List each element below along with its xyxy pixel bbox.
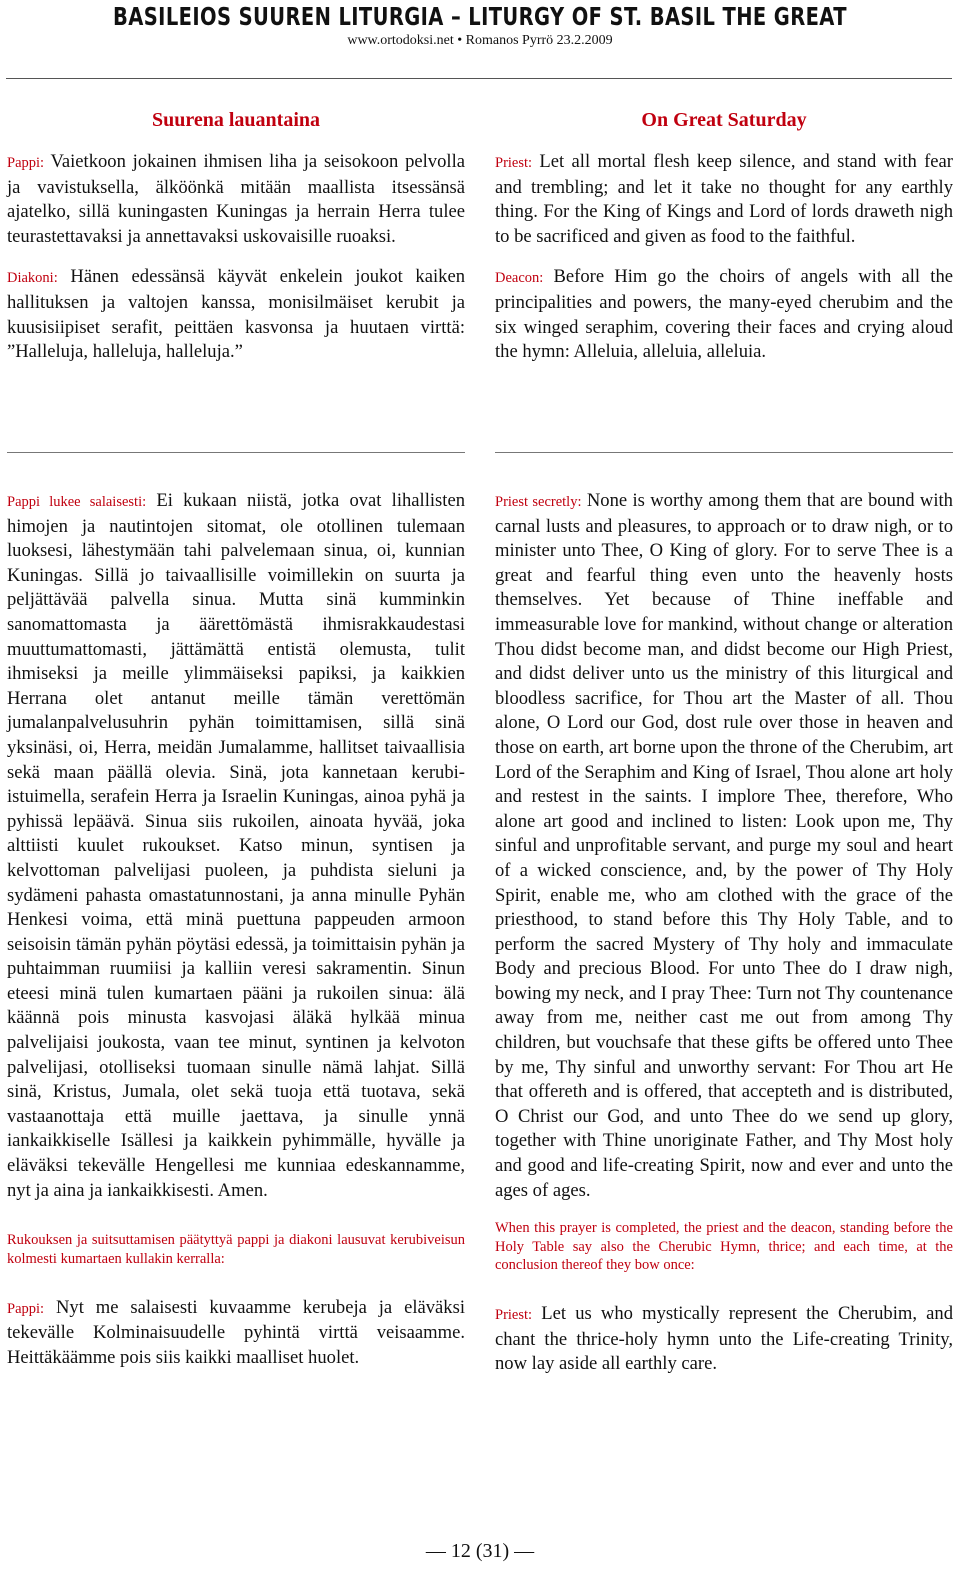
english-column-bottom [495, 489, 953, 1393]
finnish-paragraph-secret-prayer [7, 489, 465, 1203]
document-subtitle: www.ortodoksi.net • Romanos Pyrrö 23.2.2009 [347, 33, 613, 48]
paragraph-text: Ei kukaan niistä, jotka ovat lihallisten himojen ja nautintojen sitomat, ole otollinen tulemaan luoksesi, lähestymään tahi palvelemaan sinua, oi, kunnian Kuningas. Sillä jo taivaallisille voimillekin on suurta ja peljättävää palvella sinua. Mutta sinä kumminkin sanomattomasta ja äärettömästä ihmisrakkaudestasi muuttumattomasti, jättämättä entistä olemusta, tulit ihmiseksi ja meille ylimmäiseksi papiksi, ja kaikkien Herrana olet antanut meille tämän verettömän jumalanpalvelusuhrin pyhän toimittamisen, sillä sinä yksinäsi, oi, Herra, meidän Jumalamme, hallitset taivaallisia sekä maan päällä olevia. Sinä, jota kannetaan kerubi-istuimella, serafein Herra ja Israelin Kuningas, ainoa pyhä ja pyhissä lepäävä. Sinua siis rukoilen, ainoata hyvää, joka alttiisti kuulet rukoukset. Katso minun, syntisen ja kelvottoman palvelijasi puoleen, ja puhdista sieluni ja sydämeni pahasta omastatunnostani, ja anna minulle Pyhän Henkesi voima, että minä puettuna pappeuden armoon seisoisin tämän pyhän pöytäsi edessä, ja toimittaisin pyhän ja puhtaimman ruumiisi ja kalliin veresi sakramentin. Sinun eteesi minä tulen kumartaen pääni ja rukoilen sinua: älä käännä pois minusta kasvojasi äläkä hylkää minua palvelijaisi joukosta, vaan tee minut, syntinen ja kelvoton palvelijasi, otolliseksi tuomaan sinulle nämä lahjat. Sillä sinä, Kristus, Jumala, olet sekä tuoja että tuotava, sekä vastaanottaja että muille jaettava, ja sinulle ynnä iankaikkiselle Isällesi ja kaikkein pyhimmälle, hyvälle ja eläväksi tekevälle Hengellesi me kunniaa edeskannamme, nyt ja aina ja iankaikkisesti. Amen. [7, 490, 465, 1201]
role-label: Pappi: [7, 155, 45, 171]
finnish-column-top [7, 150, 465, 381]
english-paragraph-priest [495, 150, 953, 249]
finnish-paragraph-deacon [7, 265, 465, 364]
finnish-rubric: Rukouksen ja suitsuttamisen päätyttyä pappi ja diakoni lausuvat kerubiveisun kolmesti kumartaen kullakin kerralla: [7, 1232, 465, 1267]
finnish-paragraph-cherubic [7, 1296, 465, 1371]
role-label: Priest secretly: [495, 494, 582, 510]
paragraph-text: Nyt me salaisesti kuvaamme kerubeja ja eläväksi tekevälle Kolminaisuudelle pyhintä virttä veisaamme. Heittäkäämme pois siis kaikki maalliset huolet. [7, 1296, 465, 1368]
english-paragraph-deacon [495, 265, 953, 364]
page-number: — 12 (31) — [425, 1540, 535, 1562]
role-label: Pappi lukee salaisesti: [7, 494, 147, 510]
finnish-heading: Suurena lauantaina [151, 109, 321, 131]
english-paragraph-cherubic [495, 1302, 953, 1377]
role-label: Diakoni: [7, 270, 58, 287]
english-separator [495, 452, 953, 453]
english-paragraph-secret-prayer [495, 489, 953, 1203]
document-title: BASILEIOS SUUREN LITURGIA – LITURGY OF ST. BASIL THE GREAT [113, 2, 847, 31]
paragraph-text: None is worthy among them that are bound with carnal lusts and pleasures, to approach or to draw nigh, or to minister unto Thee, O King of glory. For to serve Thee is a great and fearful thing even unto the heavenly hosts themselves. Yet because of Thine ineffable and immeasurable love for mankind, without change or alteration Thou didst become man, and didst become our High Priest, and didst deliver unto us the ministry of this liturgical and bloodless sacrifice, for Thou art the Master of all. Thou alone, O Lord our God, dost rule over those in heaven and those on earth, art borne upon the throne of the Cherubim, art Lord of the Seraphim and King of Israel, Thou alone art holy and restest in the saints. I implore Thee, therefore, Who alone art good and inclined to listen: Look upon me, Thy sinful and unprofitable servant, and purge my soul and heart of a wicked conscience, and, by the power of Thy Holy Spirit, enable me, who am clothed with the grace of the priesthood, to stand before this Thy Holy Table, and to perform the sacred Mystery of Thy holy and immaculate Body and precious Blood. For unto Thee do I draw nigh, bowing my neck, and I pray Thee: Turn not Thy countenance away from me, neither cast me out from among Thy children, but vouchsafe that these gifts be offered unto Thee by me, Thy sinful and unworthy servant: For Thou art He that offereth and is offered, that accepteth and is distributed, O Christ our God, and unto Thee do we send up glory, together with Thine unoriginate Father, and Thy Most holy and good and life-creating Spirit, now and ever and unto the ages of ages. [495, 490, 953, 1201]
paragraph-text: Vaietkoon jokainen ihmisen liha ja seisokoon pelvolla ja vavistuksella, älköönkä mitään maallista itsessänsä ajatelko, sillä kuningasten Kuningas ja herrain Herra tulee teurastettavaksi ja annettavaksi uskovaisille ruoaksi. [7, 151, 465, 247]
paragraph-text: Hänen edessänsä käyvät enkelein joukot kaiken hallituksen ja valtojen kanssa, monisilmäiset kerubit ja kuusisiipiset serafit, peittäen kasvonsa ja huutaen virttä: ”Halleluja, halleluja, halleluja.” [7, 266, 465, 363]
paragraph-text: Before Him go the choirs of angels with all the principalities and powers, the many-eyed cherubim and the six winged seraphim, covering their faces and crying aloud the hymn: Alleluia, alleluia, alleluia. [495, 266, 954, 363]
english-rubric: When this prayer is completed, the priest and the deacon, standing before the Holy Table say also the Cherubic Hymn, thrice; and each time, at the conclusion thereof they bow once: [495, 1220, 953, 1273]
paragraph-text: Let us who mystically represent the Cherubim, and chant the thrice-holy hymn unto the Life-creating Trinity, now lay aside all earthly care. [495, 1303, 954, 1375]
role-label: Deacon: [495, 270, 544, 287]
role-label: Priest: [495, 1307, 533, 1324]
english-column-top [495, 150, 953, 381]
finnish-paragraph-priest [7, 150, 465, 249]
english-heading: On Great Saturday [641, 109, 807, 131]
role-label: Priest: [495, 155, 533, 171]
finnish-column-bottom [7, 489, 465, 1387]
paragraph-text: Let all mortal flesh keep silence, and stand with fear and trembling; and let it take no thought for any earthly thing. For the King of Kings and Lord of lords draweth nigh to be sacrificed and given as food to the faithful. [495, 151, 953, 247]
finnish-separator [7, 452, 465, 453]
header-divider [6, 78, 952, 79]
role-label: Pappi: [7, 1300, 45, 1317]
